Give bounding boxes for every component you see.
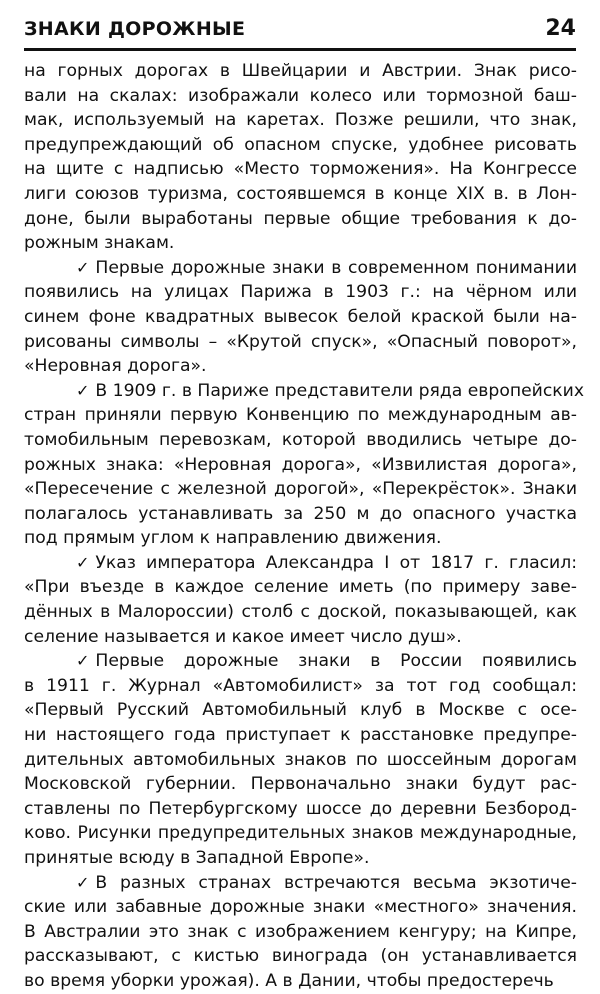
line-text: Первые дорожные знаки в современном понимании [95,257,577,278]
text-line [24,330,577,355]
line-text: «Неровная дорога». [24,356,207,377]
line-text: доне, были выработаны первые общие требования к до- [24,208,577,229]
running-header [24,14,576,51]
text-line [24,526,577,551]
text-line [24,723,577,748]
text-line [24,698,577,723]
line-text: под прямым углом к направлению движения. [24,528,442,549]
text-line [24,256,577,281]
line-text: дительных автомобильных знаков по шоссейным дорогам [24,749,577,770]
line-text: рожных знака: «Неровная дорога», «Извилистая дорога», [24,454,577,475]
text-line [24,84,577,109]
text-line [24,280,577,305]
line-text: стран приняли первую Конвенцию по международным ав- [24,405,577,426]
text-line [24,846,577,871]
paragraph [24,871,577,994]
checkmark-icon: ✓ [76,380,90,400]
line-text: дённых в Малороссии) столб с доской, показывающей, как [24,602,577,623]
text-line [24,600,577,625]
line-text: вали на скалах: изображали колесо или тормозной баш- [24,85,577,106]
line-text: синем фоне квадратных вывесок белой краской были на- [24,306,577,327]
line-text: «Пересечение с железной дорогой», «Перекрёсток». Знаки [24,479,577,500]
paragraph [24,379,584,551]
paragraph [24,59,577,256]
line-text: принятые всюду в Западной Европе». [24,848,370,868]
line-text: ни настоящего года приступает к расстановке предупре- [24,725,577,746]
text-line [24,944,577,969]
line-text: полагалось устанавливать за 250 м до опасного участка [24,503,577,524]
checkmark-icon: ✓ [76,552,90,572]
text-line [24,871,577,896]
body-text [24,59,584,994]
line-text: «При въезде в каждое селение иметь (по примеру заве- [24,577,577,598]
text-line [24,157,577,182]
text-line [24,772,577,797]
text-line [24,895,577,920]
line-text: В разных странах встречаются весьма экзотиче- [95,872,577,893]
line-text: на горных дорогах в Швейцарии и Австрии. Знак рисо- [24,61,577,81]
text-line [24,797,577,822]
line-text: Первые дорожные знаки в России появились [95,651,577,672]
line-text: В 1909 г. в Париже представители ряда европейских [95,380,584,401]
text-line [24,674,577,699]
text-line [24,453,577,478]
text-line [24,821,577,846]
text-line [24,625,577,650]
checkmark-icon: ✓ [76,257,90,277]
line-text: появились на улицах Парижа в 1903 г.: на чёрном или [24,282,577,303]
line-text: лиги союзов туризма, состоявшемся в конце XIX в. в Лон- [24,183,577,204]
checkmark-icon: ✓ [76,872,90,892]
line-text: «Первый Русский Автомобильный клуб в Москве с осе- [24,700,577,721]
text-line [24,231,577,256]
section-title: ЗНАКИ ДОРОЖНЫЕ [24,18,246,40]
line-text: предупреждающий об опасном спуске, удобнее рисовать [24,134,577,155]
text-line [24,551,577,576]
text-line [24,305,577,330]
text-line [24,403,577,428]
text-line [24,575,577,600]
text-line [24,649,577,674]
page-number: 24 [545,16,576,41]
text-line [24,133,577,158]
text-line [24,108,577,133]
line-text: рожным знакам. [24,233,175,254]
text-line [24,428,577,453]
line-text: селение называется и какое имеет число душ». [24,626,462,647]
text-line [24,354,577,379]
paragraph [24,256,577,379]
line-text: Московской губернии. Первоначально знаки будут рас- [24,774,577,795]
text-line [24,477,577,502]
paragraph [24,551,577,649]
checkmark-icon: ✓ [76,651,90,671]
text-line [24,59,577,84]
line-text: мак, используемый на каретах. Позже решили, что знак, [24,110,577,131]
line-text: рассказывают, с кистью винограда (он устанавливается [24,946,577,967]
line-text: ские или забавные дорожные знаки «местного» значения. [24,897,577,918]
text-line [24,969,577,994]
line-text: в 1911 г. Журнал «Автомобилист» за тот год сообщал: [24,675,577,696]
line-text: В Австралии это знак с изображением кенгуру; на Кипре, [24,921,577,942]
line-text: рисованы символы – «Крутой спуск», «Опасный поворот», [24,331,577,352]
text-line [24,182,577,207]
text-line [24,207,577,232]
paragraph [24,649,577,870]
text-line [24,920,577,945]
line-text: Указ императора Александра I от 1817 г. гласил: [95,552,577,573]
line-text: ково. Рисунки предупредительных знаков международные, [24,823,577,844]
text-line [24,502,577,527]
line-text: во время уборки урожая). А в Дании, чтобы предостеречь [24,970,554,991]
text-line [24,748,577,773]
line-text: томобильным перевозкам, которой вводились четыре до- [24,429,577,450]
line-text: на щите с надписью «Место торможения». На Конгрессе [24,159,577,180]
line-text: ставлены по Петербургскому шоссе до деревни Безбород- [24,798,577,819]
text-line [24,379,584,404]
